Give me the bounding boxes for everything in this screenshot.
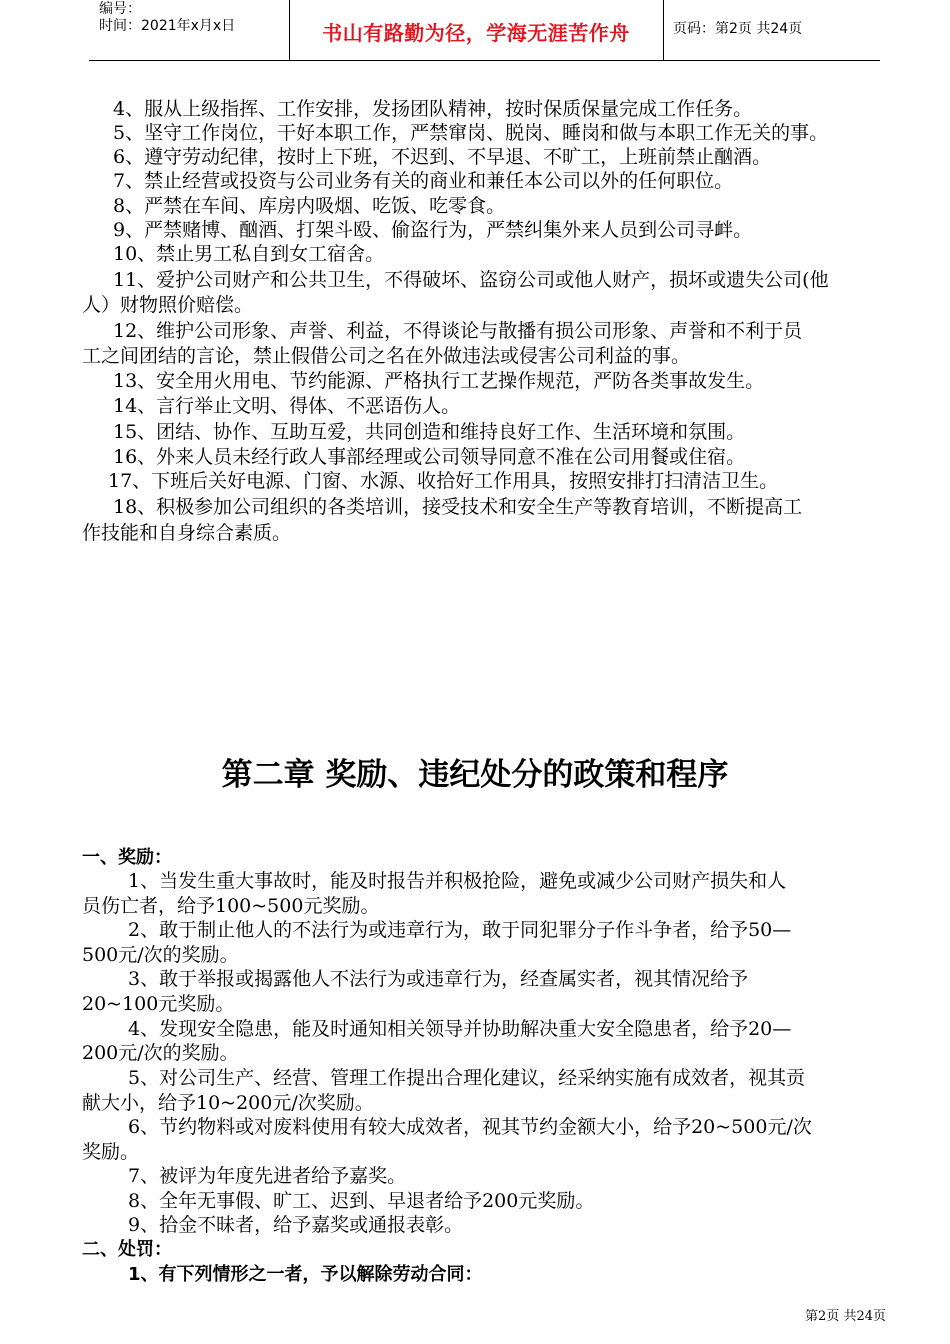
doc-number-label: 编号： bbox=[99, 1, 141, 17]
rule-line: 5、坚守工作岗位，干好本职工作，严禁窜岗、脱岗、睡岗和做与本职工作无关的事。 bbox=[113, 122, 829, 144]
header-page-label: 页码：第2页 共24页 bbox=[673, 21, 803, 37]
rule-line: 人）财物照价赔偿。 bbox=[82, 294, 254, 316]
reward-line: 7、被评为年度先进者给予嘉奖。 bbox=[128, 1165, 407, 1187]
doc-time-label: 时间：2021年x月x日 bbox=[99, 18, 236, 34]
reward-line: 员伤亡者，给予100~500元奖励。 bbox=[82, 895, 380, 917]
rule-line: 9、严禁赌博、酗酒、打架斗殴、偷盗行为，严禁纠集外来人员到公司寻衅。 bbox=[113, 219, 753, 241]
rule-line: 14、言行举止文明、得体、不恶语伤人。 bbox=[113, 395, 461, 417]
reward-line: 6、节约物料或对废料使用有较大成效者，视其节约金额大小，给予20~500元/次 bbox=[128, 1116, 812, 1138]
reward-line: 20~100元奖励。 bbox=[82, 993, 235, 1015]
rule-line: 工之间团结的言论，禁止假借公司之名在外做违法或侵害公司利益的事。 bbox=[82, 345, 691, 367]
reward-line: 献大小，给予10~200元/次奖励。 bbox=[82, 1092, 374, 1114]
reward-line: 3、敢于举报或揭露他人不法行为或违章行为，经查属实者，视其情况给予 bbox=[128, 968, 749, 990]
rule-line: 10、禁止男工私自到女工宿舍。 bbox=[113, 243, 385, 265]
header-right-cell bbox=[663, 0, 880, 60]
reward-line: 2、敢于制止他人的不法行为或违章行为，敢于同犯罪分子作斗争者，给予50— bbox=[128, 919, 792, 941]
reward-line: 500元/次的奖励。 bbox=[82, 944, 239, 966]
rule-line: 6、遵守劳动纪律，按时上下班，不迟到、不早退、不旷工，上班前禁止酗酒。 bbox=[113, 146, 772, 168]
reward-line: 8、全年无事假、旷工、迟到、早退者给予200元奖励。 bbox=[128, 1190, 595, 1212]
page-header bbox=[89, 0, 880, 61]
chapter-title: 第二章 奖励、违纪处分的政策和程序 bbox=[221, 757, 729, 793]
rule-line: 18、积极参加公司组织的各类培训，接受技术和安全生产等教育培训，不断提高工 bbox=[113, 496, 803, 518]
rule-line: 7、禁止经营或投资与公司业务有关的商业和兼任本公司以外的任何职位。 bbox=[113, 170, 734, 192]
rule-line: 11、爱护公司财产和公共卫生，不得破坏、盗窃公司或他人财产，损坏或遗失公司(他 bbox=[113, 269, 829, 291]
rule-line: 15、团结、协作、互助互爱，共同创造和维持良好工作、生活环境和氛围。 bbox=[113, 421, 746, 443]
rule-line: 作技能和自身综合素质。 bbox=[82, 522, 292, 544]
rule-line: 12、维护公司形象、声誉、利益，不得谈论与散播有损公司形象、声誉和不利于员 bbox=[113, 320, 803, 342]
reward-line: 1、当发生重大事故时，能及时报告并积极抢险，避免或减少公司财产损失和人 bbox=[128, 870, 787, 892]
rule-line: 13、安全用火用电、节约能源、严格执行工艺操作规范，严防各类事故发生。 bbox=[113, 370, 765, 392]
punish-heading: 二、处罚： bbox=[82, 1239, 172, 1260]
reward-line: 奖励。 bbox=[82, 1141, 140, 1163]
reward-line: 4、发现安全隐患，能及时通知相关领导并协助解决重大安全隐患者，给予20— bbox=[128, 1018, 792, 1040]
page-footer: 第2页 共24页 bbox=[805, 1309, 886, 1324]
rule-line: 16、外来人员未经行政人事部经理或公司领导同意不准在公司用餐或住宿。 bbox=[113, 446, 746, 468]
reward-heading: 一、奖励： bbox=[82, 847, 172, 868]
reward-line: 200元/次的奖励。 bbox=[82, 1042, 239, 1064]
punish-subheading: 1、有下列情形之一者，予以解除劳动合同： bbox=[128, 1264, 483, 1285]
rule-line: 4、服从上级指挥、工作安排，发扬团队精神，按时保质保量完成工作任务。 bbox=[113, 98, 753, 120]
rule-line: 17、下班后关好电源、门窗、水源、收拾好工作用具，按照安排打扫清洁卫生。 bbox=[108, 470, 779, 492]
header-left-cell bbox=[89, 0, 290, 60]
reward-line: 9、拾金不昧者，给予嘉奖或通报表彰。 bbox=[128, 1214, 464, 1236]
header-motto: 书山有路勤为径，学海无涯苦作舟 bbox=[322, 21, 630, 45]
reward-line: 5、对公司生产、经营、管理工作提出合理化建议，经采纳实施有成效者，视其贡 bbox=[128, 1067, 806, 1089]
header-mid-cell bbox=[289, 0, 664, 60]
rule-line: 8、严禁在车间、库房内吸烟、吃饭、吃零食。 bbox=[113, 195, 506, 217]
